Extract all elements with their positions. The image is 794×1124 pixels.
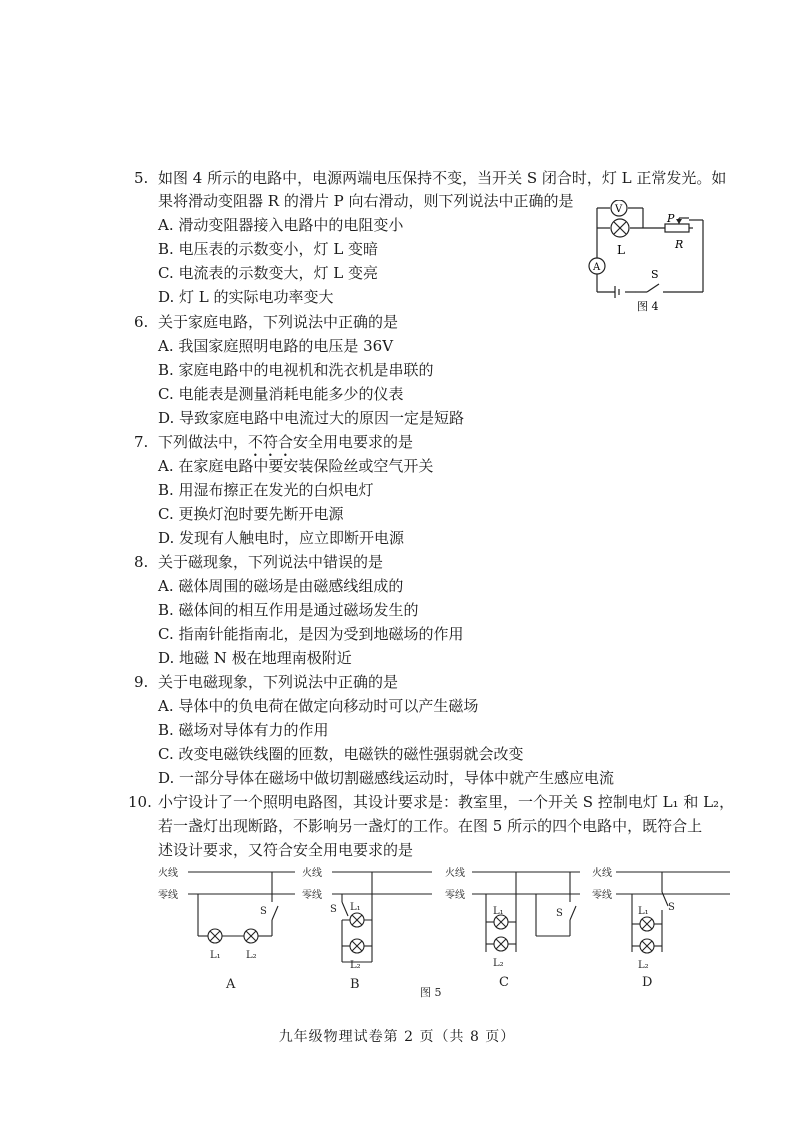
figA-l1: L₁ — [210, 950, 221, 961]
figC-neutral: 零线 — [445, 890, 465, 901]
q8-number: 8. — [134, 553, 149, 571]
q7-option-a: A. 在家庭电路中要安装保险丝或空气开关 — [158, 457, 434, 475]
q7-option-b: B. 用湿布擦正在发光的白炽电灯 — [158, 481, 374, 499]
q5-number: 5. — [134, 169, 149, 187]
figD-l1: L₁ — [638, 906, 649, 917]
figure-5-circuits — [150, 862, 740, 1002]
q9-option-c: C. 改变电磁铁线圈的匝数，电磁铁的磁性强弱就会改变 — [158, 745, 524, 763]
q5-option-a: A. 滑动变阻器接入电路中的电阻变小 — [158, 216, 404, 234]
q5-stem-line1: 如图 4 所示的电路中，电源两端电压保持不变，当开关 S 闭合时，灯 L 正常发光。如 — [158, 169, 727, 187]
q8-option-c: C. 指南针能指南北，是因为受到地磁场的作用 — [158, 625, 464, 643]
q5-option-c: C. 电流表的示数变大，灯 L 变亮 — [158, 264, 378, 282]
q7-number: 7. — [134, 433, 149, 451]
figA-live: 火线 — [158, 868, 178, 879]
circuit-label-d: D — [642, 975, 653, 990]
q10-number: 10. — [128, 793, 152, 811]
q6-option-c: C. 电能表是测量消耗电能多少的仪表 — [158, 385, 404, 403]
figure-4-circuit — [585, 200, 715, 315]
figB-live: 火线 — [302, 868, 322, 879]
figD-s: S — [668, 902, 675, 913]
q6-option-b: B. 家庭电路中的电视机和洗衣机是串联的 — [158, 361, 434, 379]
figC-s: S — [556, 908, 563, 919]
q9-number: 9. — [134, 673, 149, 691]
q6-stem: 关于家庭电路，下列说法中正确的是 — [158, 313, 399, 331]
circuit-label-b: B — [350, 977, 360, 992]
fig4-label-a: A — [593, 262, 601, 273]
q10-stem-line1: 小宁设计了一个照明电路图，其设计要求是：教室里，一个开关 S 控制电灯 L₁ 和 L₂， — [158, 793, 735, 811]
page-footer: 九年级物理试卷第 2 页（共 8 页） — [278, 1029, 516, 1045]
figC-l1: L₁ — [493, 906, 504, 917]
figA-neutral: 零线 — [158, 890, 178, 901]
figC-l2: L₂ — [493, 958, 504, 969]
fig4-label-v: V — [615, 204, 623, 215]
fig4-label-s: S — [651, 268, 659, 281]
q8-stem: 关于磁现象，下列说法中错误的是 — [158, 553, 384, 571]
fig4-label-r: R — [675, 238, 684, 251]
q5-stem-line2: 果将滑动变阻器 R 的滑片 P 向右滑动，则下列说法中正确的是 — [158, 192, 574, 210]
q6-option-d: D. 导致家庭电路中电流过大的原因一定是短路 — [158, 409, 465, 427]
q8-option-b: B. 磁体间的相互作用是通过磁场发生的 — [158, 601, 419, 619]
q7-stem-post: 安全用电要求的是 — [293, 433, 414, 451]
figA-l2: L₂ — [246, 950, 257, 961]
fig4-label-p: P — [667, 212, 675, 225]
q7-stem-pre: 下列做法中， — [158, 433, 249, 451]
figB-l2: L₂ — [350, 960, 361, 971]
q9-stem: 关于电磁现象，下列说法中正确的是 — [158, 673, 399, 691]
figD-l2: L₂ — [638, 960, 649, 971]
q9-option-a: A. 导体中的负电荷在做定向移动时可以产生磁场 — [158, 697, 479, 715]
q10-stem-line2: 若一盏灯出现断路，不影响另一盏灯的工作。在图 5 所示的四个电路中，既符合上 — [158, 817, 703, 835]
q9-option-d: D. 一部分导体在磁场中做切割磁感线运动时，导体中就产生感应电流 — [158, 769, 615, 787]
q7-option-c: C. 更换灯泡时要先断开电源 — [158, 505, 344, 523]
figD-live: 火线 — [592, 868, 612, 879]
q9-option-b: B. 磁场对导体有力的作用 — [158, 721, 329, 739]
q10-stem-line3: 述设计要求，又符合安全用电要求的是 — [158, 841, 414, 859]
figD-neutral: 零线 — [592, 890, 612, 901]
q7-option-d: D. 发现有人触电时，应立即断开电源 — [158, 529, 405, 547]
circuit-label-c: C — [499, 975, 509, 990]
q6-option-a: A. 我国家庭照明电路的电压是 36V — [158, 337, 394, 355]
q8-option-a: A. 磁体周围的磁场是由磁感线组成的 — [158, 577, 404, 595]
fig5-caption: 图 5 — [420, 986, 442, 999]
figC-live: 火线 — [445, 868, 465, 879]
figA-s: S — [260, 906, 267, 917]
q5-option-b: B. 电压表的示数变小，灯 L 变暗 — [158, 240, 379, 258]
figB-s: S — [330, 904, 337, 915]
figB-l1: L₁ — [350, 902, 361, 913]
q7-stem-emphasis: 不符合 — [248, 433, 294, 451]
q8-option-d: D. 地磁 N 极在地理南极附近 — [158, 649, 352, 667]
q6-number: 6. — [134, 313, 149, 331]
figB-neutral: 零线 — [302, 890, 322, 901]
circuit-label-a: A — [226, 977, 236, 992]
q5-option-d: D. 灯 L 的实际电功率变大 — [158, 288, 334, 306]
fig4-caption: 图 4 — [637, 300, 659, 313]
fig4-label-l: L — [617, 243, 625, 257]
